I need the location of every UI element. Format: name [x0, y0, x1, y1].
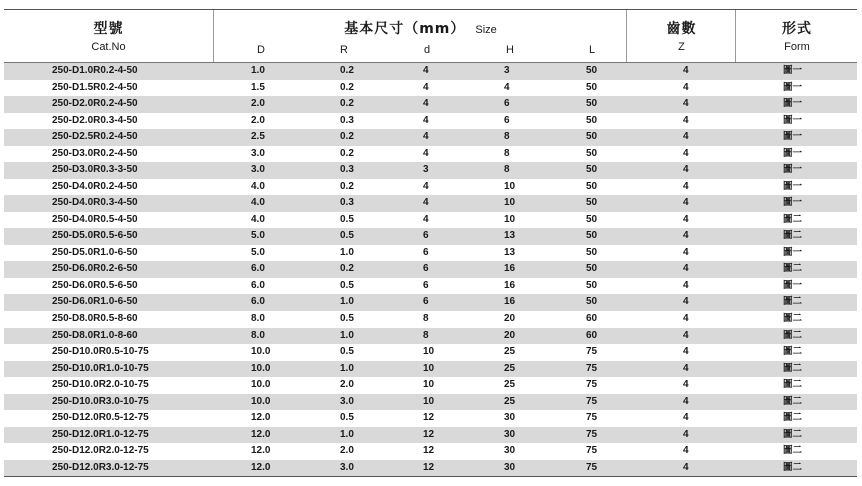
cell-cat-no: 250-D5.0R1.0-6-50: [52, 246, 138, 258]
header-form-zh: 形式: [782, 21, 812, 37]
cell-Z: 4: [683, 379, 689, 391]
cell-H: 30: [504, 428, 516, 440]
cell-d: 4: [423, 197, 429, 209]
subheader-D: D: [257, 44, 265, 56]
cell-L: 75: [586, 395, 598, 407]
cell-H: 20: [504, 329, 516, 341]
cell-L: 50: [586, 180, 598, 192]
cell-D: 6.0: [251, 263, 265, 275]
cell-cat-no: 250-D2.5R0.2-4-50: [52, 131, 138, 143]
cell-R: 0.5: [340, 279, 354, 291]
table-row: [4, 212, 857, 229]
cell-Z: 4: [683, 65, 689, 76]
cell-d: 4: [423, 81, 429, 93]
cell-cat-no: 250-D6.0R0.5-6-50: [52, 279, 138, 291]
cell-L: 50: [586, 197, 598, 209]
cell-cat-no: 250-D12.0R2.0-12-75: [52, 445, 149, 457]
table-row: [4, 162, 857, 179]
cell-cat-no: 250-D12.0R3.0-12-75: [52, 461, 149, 473]
header-teeth: [626, 10, 736, 62]
cell-form: 圖一: [783, 147, 803, 159]
cell-Z: 4: [683, 131, 689, 143]
cell-cat-no: 250-D3.0R0.3-3-50: [52, 164, 138, 176]
cell-R: 0.2: [340, 263, 354, 275]
cell-d: 4: [423, 65, 429, 76]
spec-table: [4, 9, 857, 477]
cell-cat-no: 250-D4.0R0.2-4-50: [52, 180, 138, 192]
cell-cat-no: 250-D6.0R1.0-6-50: [52, 296, 138, 308]
cell-D: 2.0: [251, 114, 265, 126]
cell-H: 25: [504, 346, 516, 358]
cell-d: 12: [423, 428, 435, 440]
cell-D: 1.0: [251, 65, 265, 76]
cell-H: 30: [504, 412, 516, 424]
cell-d: 4: [423, 98, 429, 110]
cell-form: 圖二: [783, 213, 803, 225]
cell-d: 4: [423, 213, 429, 225]
table-row: [4, 228, 857, 245]
cell-form: 圖一: [783, 98, 803, 110]
table-row: [4, 443, 857, 460]
cell-form: 圖二: [783, 346, 803, 358]
cell-D: 12.0: [251, 412, 271, 424]
cell-L: 50: [586, 230, 598, 242]
cell-d: 8: [423, 312, 429, 324]
table-row: [4, 410, 857, 427]
cell-form: 圖一: [783, 114, 803, 126]
table-row: [4, 460, 857, 477]
cell-R: 0.3: [340, 114, 354, 126]
cell-L: 75: [586, 362, 598, 374]
cell-R: 0.2: [340, 98, 354, 110]
cell-Z: 4: [683, 246, 689, 258]
subheader-R: R: [340, 44, 348, 56]
header-model: [4, 10, 213, 62]
cell-D: 10.0: [251, 395, 271, 407]
cell-H: 6: [504, 98, 510, 110]
cell-L: 50: [586, 263, 598, 275]
cell-d: 6: [423, 230, 429, 242]
cell-R: 0.2: [340, 180, 354, 192]
cell-form: 圖二: [783, 362, 803, 374]
cell-d: 6: [423, 279, 429, 291]
cell-L: 75: [586, 445, 598, 457]
cell-H: 8: [504, 131, 510, 143]
cell-H: 8: [504, 147, 510, 159]
cell-R: 0.3: [340, 197, 354, 209]
cell-Z: 4: [683, 346, 689, 358]
cell-Z: 4: [683, 230, 689, 242]
cell-R: 1.0: [340, 428, 354, 440]
cell-D: 6.0: [251, 296, 265, 308]
cell-H: 20: [504, 312, 516, 324]
cell-H: 16: [504, 296, 516, 308]
cell-H: 25: [504, 395, 516, 407]
cell-form: 圖二: [783, 379, 803, 391]
cell-cat-no: 250-D10.0R3.0-10-75: [52, 395, 149, 407]
cell-form: 圖二: [783, 395, 803, 407]
cell-D: 10.0: [251, 362, 271, 374]
cell-L: 50: [586, 246, 598, 258]
cell-D: 3.0: [251, 147, 265, 159]
cell-form: 圖二: [783, 412, 803, 424]
cell-L: 50: [586, 65, 598, 76]
table-body: [4, 63, 857, 476]
cell-H: 8: [504, 164, 510, 176]
cell-L: 75: [586, 428, 598, 440]
cell-d: 3: [423, 164, 429, 176]
cell-Z: 4: [683, 428, 689, 440]
cell-Z: 4: [683, 114, 689, 126]
cell-d: 12: [423, 461, 435, 473]
cell-D: 10.0: [251, 379, 271, 391]
cell-L: 50: [586, 213, 598, 225]
cell-form: 圖二: [783, 312, 803, 324]
cell-L: 50: [586, 98, 598, 110]
table-row: [4, 179, 857, 196]
header-dims-en: Size: [475, 24, 497, 36]
cell-cat-no: 250-D4.0R0.3-4-50: [52, 197, 138, 209]
cell-form: 圖一: [783, 197, 803, 209]
cell-D: 12.0: [251, 445, 271, 457]
cell-R: 2.0: [340, 445, 354, 457]
cell-Z: 4: [683, 312, 689, 324]
cell-L: 75: [586, 461, 598, 473]
table-row: [4, 311, 857, 328]
cell-d: 6: [423, 246, 429, 258]
cell-d: 4: [423, 147, 429, 159]
cell-H: 6: [504, 114, 510, 126]
header-form-en: Form: [784, 41, 810, 53]
table-row: [4, 261, 857, 278]
header-teeth-zh: 齒數: [666, 21, 697, 37]
cell-L: 50: [586, 81, 598, 93]
table-row: [4, 146, 857, 163]
cell-L: 60: [586, 329, 598, 341]
table-row: [4, 294, 857, 311]
cell-Z: 4: [683, 296, 689, 308]
cell-H: 10: [504, 213, 516, 225]
table-row: [4, 328, 857, 345]
cell-Z: 4: [683, 147, 689, 159]
table-row: [4, 245, 857, 262]
cell-H: 16: [504, 263, 516, 275]
header-dims-zh: 基本尺寸（mm）: [344, 21, 466, 37]
cell-R: 1.0: [340, 362, 354, 374]
cell-D: 4.0: [251, 213, 265, 225]
cell-cat-no: 250-D6.0R0.2-6-50: [52, 263, 138, 275]
cell-d: 10: [423, 395, 435, 407]
table-row: [4, 113, 857, 130]
cell-H: 4: [504, 81, 510, 93]
cell-Z: 4: [683, 412, 689, 424]
cell-form: 圖二: [783, 263, 803, 275]
cell-form: 圖二: [783, 428, 803, 440]
cell-Z: 4: [683, 197, 689, 209]
table-row: [4, 344, 857, 361]
table-row: [4, 361, 857, 378]
cell-H: 16: [504, 279, 516, 291]
cell-d: 6: [423, 296, 429, 308]
cell-R: 0.2: [340, 65, 354, 76]
cell-cat-no: 250-D2.0R0.3-4-50: [52, 114, 138, 126]
cell-cat-no: 250-D4.0R0.5-4-50: [52, 213, 138, 225]
cell-L: 50: [586, 147, 598, 159]
cell-R: 0.2: [340, 147, 354, 159]
cell-d: 10: [423, 362, 435, 374]
cell-D: 2.5: [251, 131, 265, 143]
cell-Z: 4: [683, 98, 689, 110]
cell-R: 1.0: [340, 296, 354, 308]
cell-cat-no: 250-D2.0R0.2-4-50: [52, 98, 138, 110]
cell-D: 8.0: [251, 312, 265, 324]
subheader-L: L: [588, 44, 596, 56]
cell-H: 13: [504, 230, 516, 242]
table-row: [4, 80, 857, 97]
header-model-en: Cat.No: [91, 41, 126, 53]
cell-R: 0.5: [340, 213, 354, 225]
cell-Z: 4: [683, 81, 689, 93]
cell-Z: 4: [683, 329, 689, 341]
cell-R: 0.5: [340, 312, 354, 324]
cell-d: 10: [423, 379, 435, 391]
cell-R: 0.3: [340, 164, 354, 176]
cell-D: 12.0: [251, 428, 271, 440]
cell-L: 75: [586, 412, 598, 424]
cell-form: 圖一: [783, 246, 803, 258]
cell-cat-no: 250-D5.0R0.5-6-50: [52, 230, 138, 242]
table-row: [4, 195, 857, 212]
subheader-d: d: [423, 44, 431, 56]
cell-cat-no: 250-D8.0R1.0-8-60: [52, 329, 138, 341]
cell-R: 3.0: [340, 461, 354, 473]
cell-d: 12: [423, 412, 435, 424]
cell-Z: 4: [683, 395, 689, 407]
table-row: [4, 96, 857, 113]
cell-D: 5.0: [251, 246, 265, 258]
cell-L: 50: [586, 164, 598, 176]
header-dimensions: [213, 10, 627, 62]
cell-L: 50: [586, 279, 598, 291]
table-bottom-rule: [4, 476, 857, 477]
cell-L: 50: [586, 296, 598, 308]
cell-form: 圖二: [783, 461, 803, 473]
cell-cat-no: 250-D10.0R1.0-10-75: [52, 362, 149, 374]
cell-D: 10.0: [251, 346, 271, 358]
cell-L: 60: [586, 312, 598, 324]
cell-form: 圖一: [783, 180, 803, 192]
cell-R: 1.0: [340, 329, 354, 341]
header-teeth-en: Z: [678, 41, 685, 53]
header-dimensions-title: [214, 18, 627, 38]
cell-D: 2.0: [251, 98, 265, 110]
cell-H: 30: [504, 445, 516, 457]
cell-H: 10: [504, 180, 516, 192]
cell-Z: 4: [683, 279, 689, 291]
table-row: [4, 427, 857, 444]
cell-form: 圖一: [783, 164, 803, 176]
header-model-zh: 型號: [93, 21, 124, 37]
cell-d: 6: [423, 263, 429, 275]
cell-R: 0.5: [340, 412, 354, 424]
cell-R: 0.5: [340, 230, 354, 242]
cell-cat-no: 250-D8.0R0.5-8-60: [52, 312, 138, 324]
cell-form: 圖一: [783, 131, 803, 143]
table-row: [4, 63, 857, 80]
cell-d: 4: [423, 180, 429, 192]
cell-cat-no: 250-D1.0R0.2-4-50: [52, 65, 138, 76]
header-form: [735, 10, 858, 62]
cell-L: 75: [586, 379, 598, 391]
cell-form: 圖二: [783, 296, 803, 308]
cell-L: 75: [586, 346, 598, 358]
cell-D: 4.0: [251, 180, 265, 192]
table-row: [4, 278, 857, 295]
cell-D: 3.0: [251, 164, 265, 176]
cell-cat-no: 250-D12.0R1.0-12-75: [52, 428, 149, 440]
cell-d: 4: [423, 114, 429, 126]
cell-D: 4.0: [251, 197, 265, 209]
cell-H: 25: [504, 362, 516, 374]
cell-form: 圖一: [783, 279, 803, 291]
cell-Z: 4: [683, 213, 689, 225]
cell-R: 1.0: [340, 246, 354, 258]
cell-L: 50: [586, 114, 598, 126]
table-header: [4, 9, 857, 63]
cell-H: 13: [504, 246, 516, 258]
cell-d: 8: [423, 329, 429, 341]
cell-D: 8.0: [251, 329, 265, 341]
cell-form: 圖一: [783, 65, 803, 76]
cell-D: 5.0: [251, 230, 265, 242]
table-row: [4, 129, 857, 146]
cell-form: 圖一: [783, 81, 803, 93]
cell-Z: 4: [683, 180, 689, 192]
cell-d: 4: [423, 131, 429, 143]
cell-R: 0.2: [340, 81, 354, 93]
cell-Z: 4: [683, 461, 689, 473]
cell-Z: 4: [683, 164, 689, 176]
cell-form: 圖二: [783, 230, 803, 242]
table-row: [4, 394, 857, 411]
cell-D: 1.5: [251, 81, 265, 93]
cell-Z: 4: [683, 263, 689, 275]
cell-R: 0.2: [340, 131, 354, 143]
cell-D: 6.0: [251, 279, 265, 291]
cell-cat-no: 250-D12.0R0.5-12-75: [52, 412, 149, 424]
cell-H: 10: [504, 197, 516, 209]
cell-R: 0.5: [340, 346, 354, 358]
cell-cat-no: 250-D10.0R2.0-10-75: [52, 379, 149, 391]
cell-form: 圖二: [783, 445, 803, 457]
cell-Z: 4: [683, 445, 689, 457]
table-row: [4, 377, 857, 394]
cell-cat-no: 250-D1.5R0.2-4-50: [52, 81, 138, 93]
subheader-H: H: [506, 44, 514, 56]
cell-d: 10: [423, 346, 435, 358]
cell-d: 12: [423, 445, 435, 457]
cell-H: 3: [504, 65, 510, 76]
cell-cat-no: 250-D3.0R0.2-4-50: [52, 147, 138, 159]
cell-cat-no: 250-D10.0R0.5-10-75: [52, 346, 149, 358]
cell-H: 25: [504, 379, 516, 391]
cell-L: 50: [586, 131, 598, 143]
cell-R: 3.0: [340, 395, 354, 407]
cell-R: 2.0: [340, 379, 354, 391]
cell-H: 30: [504, 461, 516, 473]
cell-Z: 4: [683, 362, 689, 374]
cell-form: 圖二: [783, 329, 803, 341]
cell-D: 12.0: [251, 461, 271, 473]
